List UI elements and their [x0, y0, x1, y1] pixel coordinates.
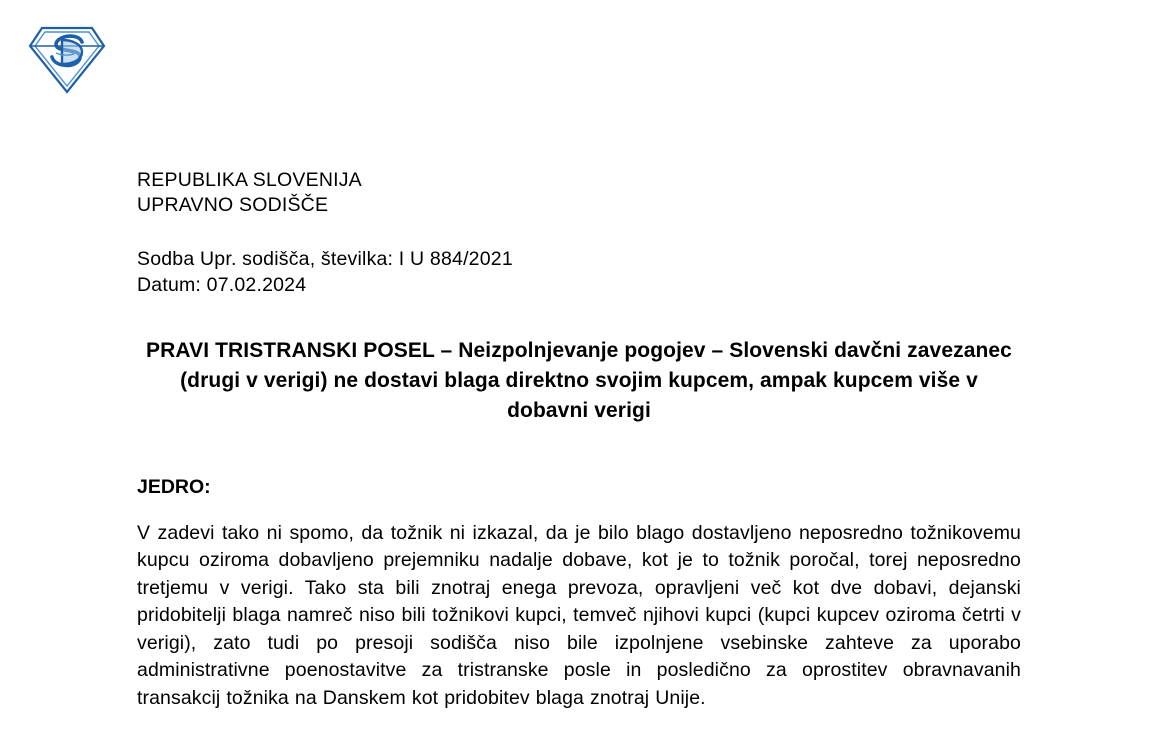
judgment-meta-block	[137, 246, 1021, 298]
judgment-date: Datum: 07.02.2024	[137, 274, 307, 296]
authority-block	[137, 168, 1021, 218]
authority-line-2: UPRAVNO SODIŠČE	[137, 194, 329, 216]
page-title: PRAVI TRISTRANSKI POSEL – Neizpolnjevanje pogojev – Slovenski davčni zavezanec (drugi v verigi) ne dostavi blaga direktno svojim kupcem, ampak kupcem više v dobavni verigi	[146, 339, 1012, 422]
judgment-reference: Sodba Upr. sodišča, številka: I U 884/2021	[137, 248, 513, 270]
shield-emblem-logo	[22, 20, 112, 98]
document-content	[137, 168, 1021, 732]
authority-line-1: REPUBLIKA SLOVENIJA	[137, 169, 362, 191]
section-body: V zadevi tako ni spomo, da tožnik ni izkazal, da je bilo blago dostavljeno neposredno tožnikovemu kupcu oziroma dobavljeno prejemniku nadalje dobave, kot je to tožnik poročal, torej neposredno tretjemu v verigi. Tako sta bili znotraj enega prevoza, opravljeni več kot dve dobavi, dejanski pridobitelji blaga namreč niso bili tožnikovi kupci, temveč njihovi kupci (kupci kupcev oziroma četrti v verigi), zato tudi po presoji sodišča niso bile izpolnjene vsebinske zahteve za uporabo administrativne poenostavitve za tristranske posle in posledično za oprostitev obravnavanih transakcij tožnika na Danskem kot pridobitev blaga znotraj Unije.	[137, 521, 1021, 709]
section-jedro	[137, 474, 1021, 712]
section-heading: JEDRO:	[137, 476, 211, 498]
